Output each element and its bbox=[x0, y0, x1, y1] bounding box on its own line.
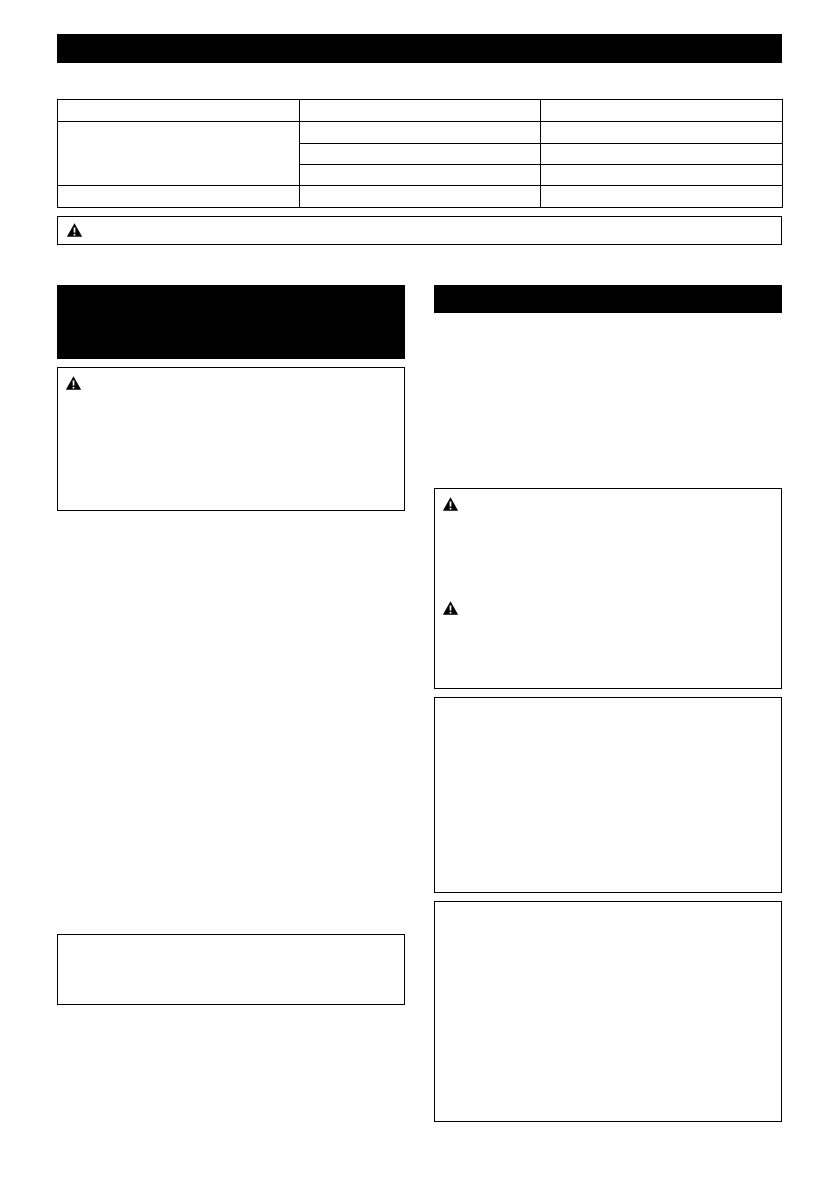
table-cell bbox=[541, 122, 783, 144]
table-cell bbox=[541, 100, 783, 122]
warning-triangle-icon bbox=[442, 496, 459, 512]
left-note-box bbox=[57, 934, 405, 1005]
table-cell bbox=[541, 165, 783, 186]
table-cell bbox=[541, 144, 783, 165]
table-cell bbox=[58, 100, 300, 122]
right-note-box-1 bbox=[434, 697, 782, 893]
table-row bbox=[58, 100, 783, 122]
table-cell bbox=[300, 122, 541, 144]
right-section-header-bar bbox=[434, 285, 782, 313]
right-note-box-2 bbox=[434, 901, 782, 1122]
warning-triangle-icon bbox=[442, 600, 459, 616]
table-cell-merged bbox=[58, 122, 300, 186]
top-section-header-bar bbox=[57, 34, 782, 63]
warning-triangle-icon bbox=[66, 222, 83, 238]
table-cell bbox=[300, 144, 541, 165]
left-warning-box bbox=[57, 367, 405, 511]
specification-table bbox=[57, 99, 783, 208]
warning-triangle-icon bbox=[65, 375, 82, 391]
table-cell bbox=[58, 186, 300, 208]
right-warning-box bbox=[434, 488, 782, 689]
table-cell bbox=[300, 100, 541, 122]
table-cell bbox=[300, 186, 541, 208]
table-cell bbox=[541, 186, 783, 208]
table-row bbox=[58, 122, 783, 144]
table-row bbox=[58, 186, 783, 208]
warning-notice-box bbox=[57, 216, 782, 245]
table-cell bbox=[300, 165, 541, 186]
left-section-header-bar bbox=[57, 285, 405, 359]
